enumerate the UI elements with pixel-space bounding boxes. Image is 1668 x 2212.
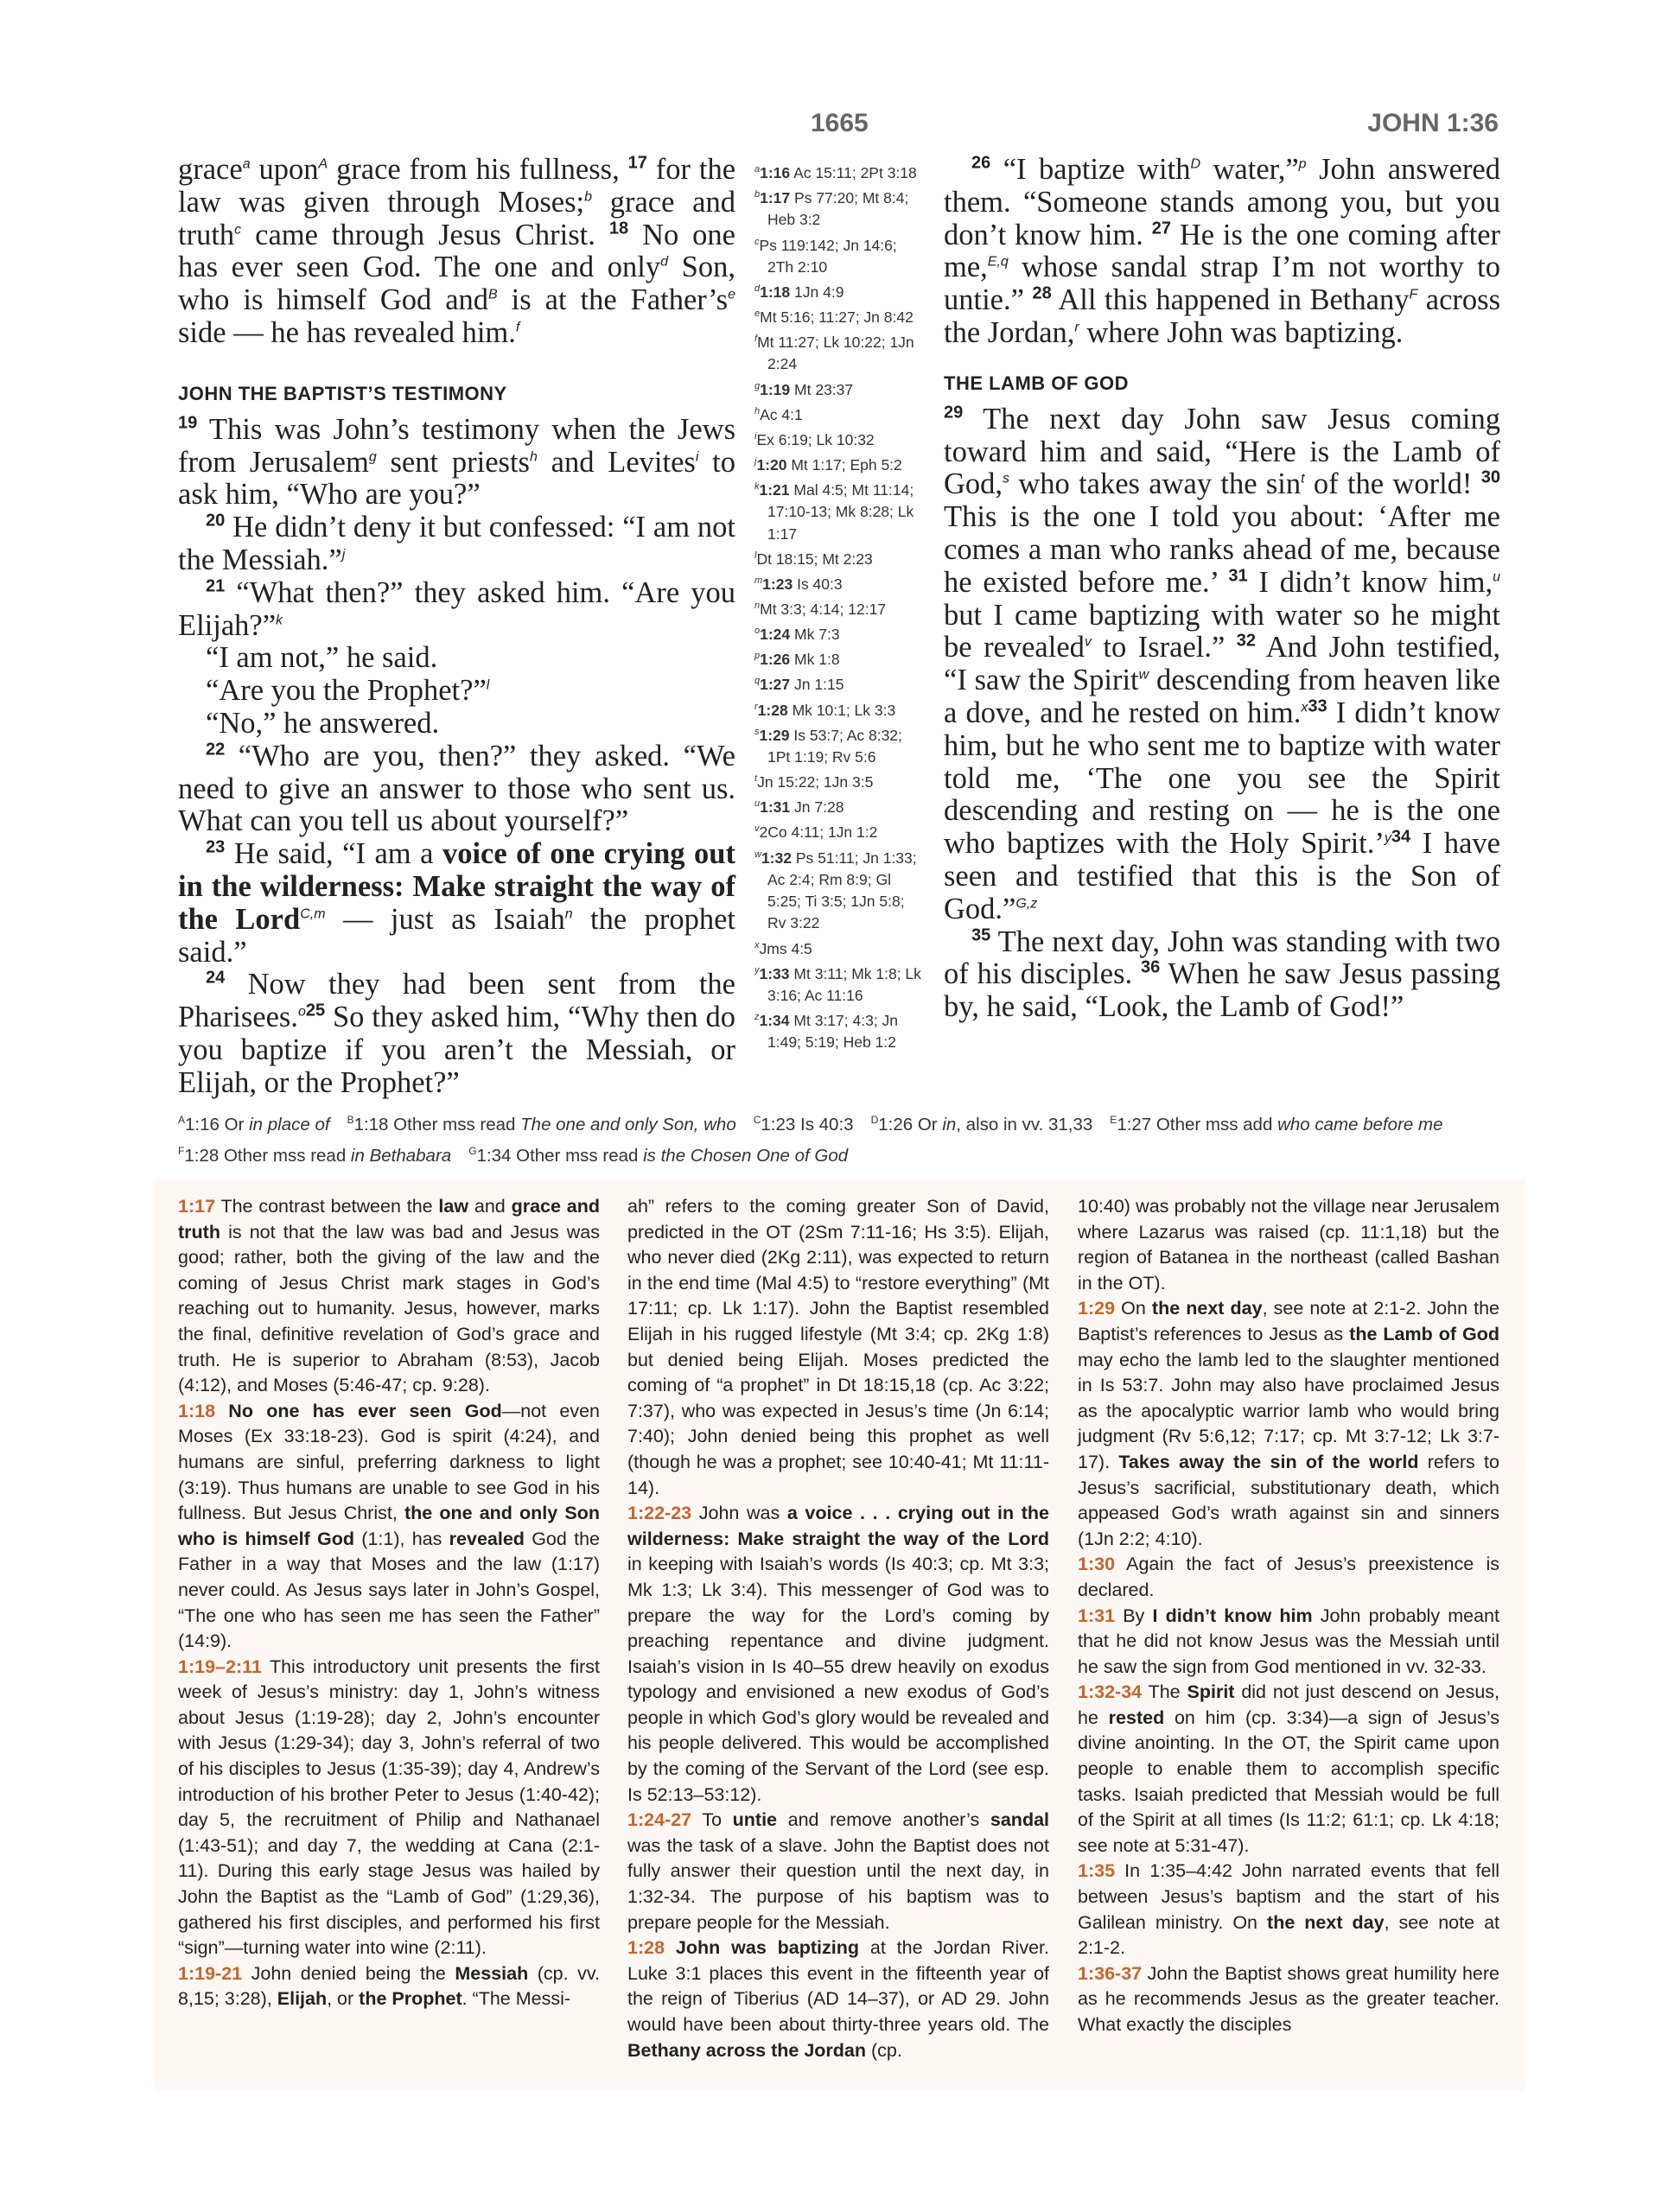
cross-ref-entry: $^x$Jms 4:5 xyxy=(754,939,812,957)
paragraph: $^{24}$ Now they had been sent from the Pharisees.$^{o25}$ So they asked him, “Why then do you baptize if you aren’t the Messiah, or Elijah, or the Prophet?” xyxy=(178,968,735,1099)
cross-ref-entry: $^b$1:17 Ps 77:20; Mt 8:4; Heb 3:2 xyxy=(754,188,909,229)
cross-ref-entry: $^p$1:26 Mk 1:8 xyxy=(754,651,840,669)
paragraph: “I am not,” he said. xyxy=(206,641,438,675)
paragraph: $^{35}$ The next day, John was standing with two of his disciples. $^{36}$ When he saw Jesus passing by, he said, “Look, the Lamb of God!” xyxy=(944,925,1500,1024)
textual-note: $^D$1:26 Or in, also in vv. 31,33 xyxy=(870,1114,1093,1135)
page-number: 1665 xyxy=(811,109,869,137)
textual-note: $^B$1:18 Other mss read The one and only Son, who xyxy=(347,1114,736,1135)
cross-ref-entry: $^g$1:19 Mt 23:37 xyxy=(754,380,854,398)
cross-ref-entry: $^u$1:31 Jn 7:28 xyxy=(754,798,844,817)
paragraph: $^{20}$ He didn’t deny it but confessed: “I am not the Messiah.”$^j$ xyxy=(178,511,735,576)
cross-ref-entry: $^n$Mt 3:3; 4:14; 12:17 xyxy=(754,600,887,618)
paragraph: “Are you the Prophet?”$^l$ xyxy=(206,674,490,708)
cross-ref-entry: $^j$1:20 Mt 1:17; Eph 5:2 xyxy=(754,455,902,474)
cross-ref-entry: $^v$2Co 4:11; 1Jn 1:2 xyxy=(754,823,878,842)
textual-note: $^F$1:28 Other mss read in Bethabara xyxy=(178,1144,452,1166)
cross-ref-entry: $^w$1:32 Ps 51:11; Jn 1:33; Ac 2:4; Rm 8:9; Gl 5:25; Ti 3:5; 1Jn 5:8; Rv 3:22 xyxy=(754,849,917,932)
study-notes-column-1: 1:17 The contrast between the law and grace and truth is not that the law was bad and Jesus was good; rather, both the giving of the law and the coming of Jesus Christ mark stages in God’s reaching out to humanity. Jesus, however, marks the final, definitive revelation of God’s grace and truth. He is superior to Abraham (8:53), Jacob (4:12), and Moses (5:46-47; cp. 9:28). 1:18 No one has ever seen God—not even Moses (Ex 33:18-23). God is spirit (4:24), and humans are sinful, preferring darkness to light (3:19). Thus humans are unable to see God in his fullness. But Jesus Christ, the one and only Son who is himself God (1:1), has revealed God the Father in a way that Moses and the law (1:17) never could. As Jesus says later in John’s Gospel, “The one who has seen me has seen the Father” (14:9). 1:19–2:11 This introductory unit presents the first week of Jesus’s ministry: day 1, John’s witness about Jesus (1:19-28); day 2, John’s encounter with Jesus (1:29-34); day 3, John’s referral of two of his disciples to Jesus (1:35-39); day 4, Andrew’s introduction of his brother Peter to Jesus (1:40-42); day 5, the recruitment of Philip and Nathanael (1:43-51); and day 7, the wedding at Cana (2:1-11). During this early stage Jesus was hailed by John the Baptist as the “Lamb of God” (1:29,36), gathered his first disciples, and performed his first “sign”—turning water into wine (2:11). 1:19-21 John denied being the Messiah (cp. vv. 8,15; 3:28), Elijah, or the Prophet. “The Messi- xyxy=(178,1196,601,2010)
study-notes-column-2: ah” refers to the coming greater Son of David, predicted in the OT (2Sm 7:11-16; Hs 3:5). Elijah, who never died (2Kg 2:11), was expected to return in the end time (Mal 4:5) to “restore everything” (Mt 17:11; cp. Lk 1:17). John the Baptist resembled Elijah in his rugged lifestyle (Mt 3:4; cp. 2Kg 1:8) but denied being Elijah. Moses predicted the coming of “a prophet” in Dt 18:15,18 (cp. Ac 3:22; 7:37), who was expected in Jesus’s time (Jn 6:14; 7:40); John denied being this prophet as well (though he was a prophet; see 10:40-41; Mt 11:11-14). 1:22-23 John was a voice . . . crying out in the wilderness: Make straight the way of the Lord in keeping with Isaiah’s words (Is 40:3; cp. Mt 3:3; Mk 1:3; Lk 3:4). This messenger of God was to prepare the way for the Lord’s coming by preaching repentance and divine judgment. Isaiah’s vision in Is 40–55 drew heavily on exodus typology and envisioned a new exodus of God’s people in which God’s glory would be revealed and his people delivered. This would be accomplished by the coming of the Servant of the Lord (see esp. Is 52:13–53:12). 1:24-27 To untie and remove another’s sandal was the task of a slave. John the Baptist does not fully answer their question until the next day, in 1:32-34. The purpose of his baptism was to prepare people for the Messiah. 1:28 John was baptizing at the Jordan River. Luke 3:1 places this event in the fifteenth year of the reign of Tiberius (AD 14–37), or AD 29. John would have been about thirty-three years old. The Bethany across the Jordan (cp. xyxy=(627,1196,1050,2061)
scripture-column-right xyxy=(944,154,1500,1024)
cross-ref-entry: $^o$1:24 Mk 7:3 xyxy=(754,626,840,644)
textual-footnotes xyxy=(178,1107,1500,1169)
cross-reference-column xyxy=(754,159,926,1054)
section-heading: JOHN THE BAPTIST’S TESTIMONY xyxy=(178,382,507,404)
cross-ref-entry: $^d$1:18 1Jn 4:9 xyxy=(754,283,844,301)
textual-note: $^G$1:34 Other mss read is the Chosen One of God xyxy=(468,1144,849,1166)
cross-ref-entry: $^e$Mt 5:16; 11:27; Jn 8:42 xyxy=(754,308,914,326)
study-notes-column-3: 10:40) was probably not the village near Jerusalem where Lazarus was raised (cp. 11:1,18) but the region of Batanea in the northeast (called Bashan in the OT). 1:29 On the next day, see note at 2:1-2. John the Baptist’s references to Jesus as the Lamb of God may echo the lamb led to the slaughter mentioned in Is 53:7. John may also have proclaimed Jesus as the apocalyptic warrior lamb who would bring judgment (Rv 5:6,12; 7:17; cp. Mt 3:7-12; Lk 3:7-17). Takes away the sin of the world refers to Jesus’s sacrificial, substitutionary death, which appeased God’s wrath against sin and sinners (1Jn 2:2; 4:10). 1:30 Again the fact of Jesus’s preexistence is declared. 1:31 By I didn’t know him John probably meant that he did not know Jesus was the Messiah until he saw the sign from God mentioned in vv. 32-33. 1:32-34 The Spirit did not just descend on Jesus, he rested on him (cp. 3:34)—a sign of Jesus’s divine anointing. In the OT, the Spirit came upon people to enable them to accomplish specific tasks. Isaiah predicted that Messiah would be full of the Spirit at all times (Is 11:2; 61:1; cp. Lk 4:18; see note at 5:31-47). 1:35 In 1:35–4:42 John narrated events that fell between Jesus’s baptism and the start of his Galilean ministry. On the next day, see note at 2:1-2. 1:36-37 John the Baptist shows great humility here as he recommends Jesus as the greater teacher. What exactly the disciples xyxy=(1078,1196,1500,2035)
cross-ref-entry: $^a$1:16 Ac 15:11; 2Pt 3:18 xyxy=(754,163,917,181)
paragraph: $^{19}$ This was John’s testimony when the Jews from Jerusalem$^g$ sent priests$^h$ and Levites$^i$ to ask him, “Who are you?” xyxy=(178,412,736,512)
cross-ref-entry: $^s$1:29 Is 53:7; Ac 8:32; 1Pt 1:19; Rv 5:6 xyxy=(754,726,902,766)
cross-ref-entry: $^f$Mt 11:27; Lk 10:22; 1Jn 2:24 xyxy=(754,334,914,373)
scripture-column-left xyxy=(178,154,735,1100)
cross-ref-entry: $^m$1:23 Is 40:3 xyxy=(754,575,843,593)
cross-ref-entry: $^h$Ac 4:1 xyxy=(754,405,803,423)
cross-ref-entry: $^z$1:34 Mt 3:17; 4:3; Jn 1:49; 5:19; Heb 1:2 xyxy=(754,1011,899,1052)
paragraph: $^{26}$ “I baptize with$^D$ water,”$^p$ John answered them. “Someone stands among you, but you don’t know him. $^{27}$ He is the one coming after me,$^{E,q}$ whose sandal strap I’m not worthy to untie.” $^{28}$ All this happened in Bethany$^F$ across the Jordan,$^r$ where John was baptizing. xyxy=(944,153,1501,349)
cross-ref-entry: $^l$Dt 18:15; Mt 2:23 xyxy=(754,550,873,568)
cross-ref-entry: $^t$Jn 15:22; 1Jn 3:5 xyxy=(754,772,874,791)
paragraph: $^{23}$ He said, “I am a voice of one crying out in the wilderness: Make straight the way of the Lord$^{C,m}$ — just as Isaiah$^n$ the prophet said.” xyxy=(178,837,736,969)
paragraph: $^{29}$ The next day John saw Jesus coming toward him and said, “Here is the Lamb of God,$^s$ who takes away the sin$^t$ of the world! $^{30}$ This is the one I told you about: ‘After me comes a man who ranks ahead of me, because he existed before me.’ $^{31}$ I didn’t know him,$^u$ but I came baptizing with water so he might be revealed$^v$ to Israel.” $^{32}$ And John testified, “I saw the Spirit$^w$ descending from heaven like a dove, and he rested on him.$^{x33}$ I didn’t know him, but he who sent me to baptize with water told me, ‘The one you see the Spirit descending and resting on — he is the one who baptizes with the Holy Spirit.’$^{y34}$ I have seen and testified that this is the Son of God.”$^{G,z}$ xyxy=(944,402,1500,925)
textual-note: $^C$1:23 Is 40:3 xyxy=(753,1114,854,1135)
cross-ref-entry: $^k$1:21 Mal 4:5; Mt 11:14; 17:10-13; Mk 8:28; Lk 1:17 xyxy=(754,480,914,543)
paragraph: “No,” he answered. xyxy=(206,706,440,740)
section-heading: THE LAMB OF GOD xyxy=(944,372,1130,394)
cross-ref-entry: $^r$1:28 Mk 10:1; Lk 3:3 xyxy=(754,701,896,719)
paragraph: $^{21}$ “What then?” they asked him. “Are you Elijah?”$^k$ xyxy=(178,575,735,642)
cross-ref-entry: $^i$Ex 6:19; Lk 10:32 xyxy=(754,430,875,448)
textual-note: $^E$1:27 Other mss add who came before me xyxy=(1110,1114,1443,1135)
cross-ref-entry: $^y$1:33 Mt 3:11; Mk 1:8; Lk 3:16; Ac 11:16 xyxy=(754,964,921,1004)
paragraph: $^{22}$ “Who are you, then?” they asked. “We need to give an answer to those who sent us. What can you tell us about yourself?” xyxy=(178,739,735,838)
paragraph: grace$^a$ upon$^A$ grace from his fullness, $^{17}$ for the law was given through Moses;$^b$ grace and truth$^c$ came through Jesus Christ. $^{18}$ No one has ever seen God. The one and only$^d$ Son, who is himself God and$^B$ is at the Father’s$^e$ side — he has revealed him.$^f$ xyxy=(178,153,736,349)
textual-note: $^A$1:16 Or in place of xyxy=(178,1114,330,1135)
running-reference: JOHN 1:36 xyxy=(1367,109,1499,137)
cross-ref-entry: $^c$Ps 119:142; Jn 14:6; 2Th 2:10 xyxy=(754,236,897,276)
cross-ref-entry: $^q$1:27 Jn 1:15 xyxy=(754,676,844,694)
